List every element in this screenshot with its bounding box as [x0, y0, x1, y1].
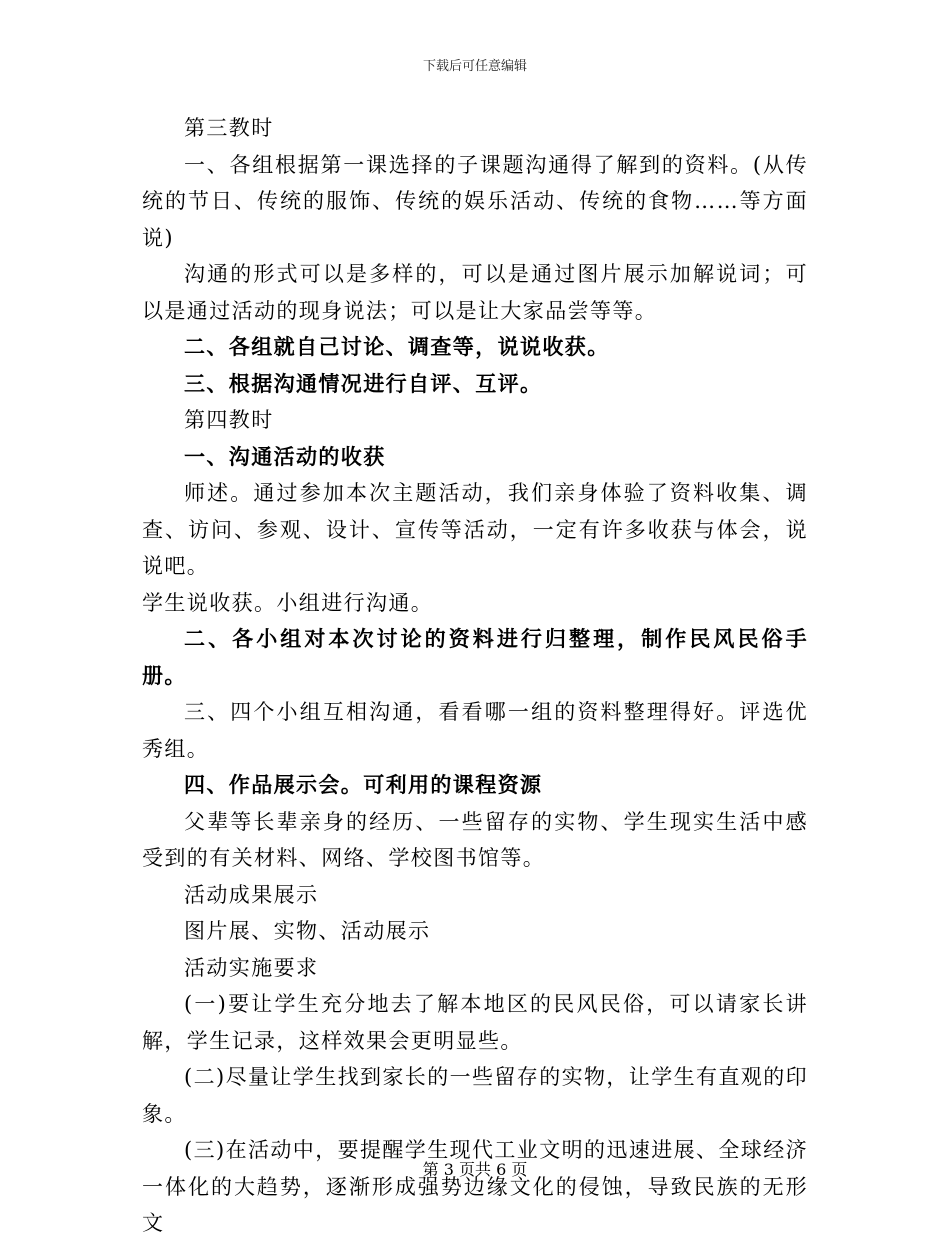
- paragraph: 沟通的形式可以是多样的，可以是通过图片展示加解说词；可以是通过活动的现身说法；可以是让大家品尝等等。: [142, 262, 808, 323]
- paragraph: 第三教时: [184, 116, 274, 140]
- paragraph: 一、各组根据第一课选择的子课题沟通得了解到的资料。(从传统的节日、传统的服饰、传统的娱乐活动、传统的食物……等方面说): [142, 152, 808, 250]
- document-body: [142, 110, 808, 1242]
- paragraph: 学生说收获。小组进行沟通。: [142, 590, 434, 615]
- paragraph: 活动成果展示: [184, 882, 319, 907]
- paragraph-bold: 二、各小组对本次讨论的资料进行归整理，制作民风民俗手册。: [142, 626, 808, 688]
- paragraph-bold: 一、沟通活动的收获: [184, 443, 386, 469]
- paragraph: (一)要让学生充分地去了解本地区的民风民俗，可以请家长讲解，学生记录，这样效果会更明显些。: [142, 992, 808, 1053]
- paragraph: 活动实施要求: [184, 955, 319, 980]
- paragraph: 图片展、实物、活动展示: [184, 919, 431, 943]
- paragraph-bold: 二、各组就自己讨论、调查等，说说收获。: [184, 334, 610, 359]
- paragraph: (三)在活动中，要提醒学生现代工业文明的迅速进展、全球经济一体化的大趋势，逐渐形成强势边缘文化的侵蚀，导致民族的无形文: [142, 1138, 808, 1235]
- paragraph-bold: 四、作品展示会。可利用的课程资源: [184, 772, 543, 797]
- paragraph: 三、四个小组互相沟通，看看哪一组的资料整理得好。评选优秀组。: [142, 700, 808, 761]
- page-header: 下载后可任意编辑: [422, 59, 527, 74]
- paragraph-bold: 三、根据沟通情况进行自评、互评。: [184, 370, 543, 396]
- page-footer: 第 3 页共 6 页: [422, 1160, 528, 1179]
- paragraph: 第四教时: [184, 408, 274, 432]
- paragraph: 父辈等长辈亲身的经历、一些留存的实物、学生现实生活中感受到的有关材料、网络、学校图书馆等。: [142, 809, 808, 870]
- paragraph: 师述。通过参加本次主题活动，我们亲身体验了资料收集、调查、访问、参观、设计、宣传等活动，一定有许多收获与体会，说说吧。: [142, 481, 808, 578]
- paragraph: (二)尽量让学生找到家长的一些留存的实物，让学生有直观的印象。: [142, 1065, 808, 1126]
